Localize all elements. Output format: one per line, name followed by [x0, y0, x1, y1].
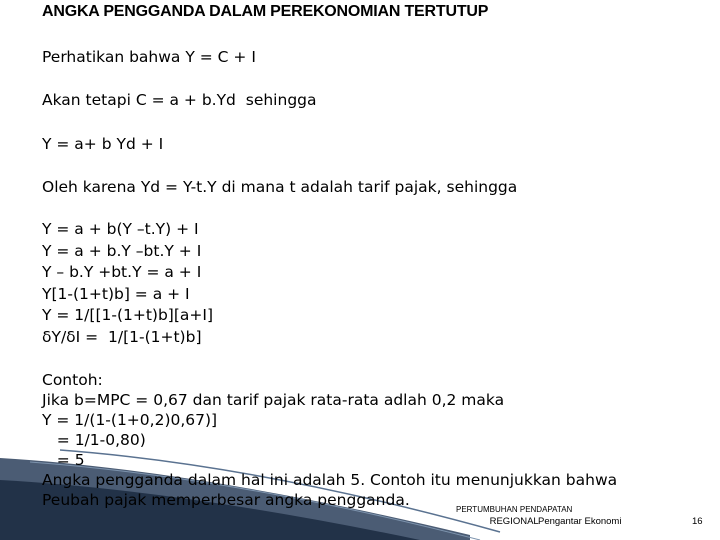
- footer-course: Pengantar Ekonomi: [538, 516, 622, 527]
- example-line: Peubah pajak memperbesar angka pengganda.: [42, 491, 410, 509]
- intro-line-1: Perhatikan bahwa Y = C + I: [42, 48, 256, 66]
- example-line: = 1/1-0,80): [42, 431, 146, 449]
- intro-line-2: Akan tetapi C = a + b.Yd sehingga: [42, 91, 317, 109]
- derivation-line: Y[1-(1+t)b] = a + I: [42, 284, 190, 303]
- intro-line-3: Y = a+ b Yd + I: [42, 135, 164, 153]
- example-line: Y = 1/(1-(1+0,2)0,67)]: [42, 411, 218, 429]
- page-number: 16: [692, 516, 703, 527]
- example-line: Angka pengganda dalam hal ini adalah 5. Contoh itu menunjukkan bahwa: [42, 471, 618, 489]
- derivation-line: Y = a + b(Y –t.Y) + I: [42, 220, 199, 238]
- intro-line-4: Oleh karena Yd = Y-t.Y di mana t adalah tarif pajak, sehingga: [42, 178, 518, 196]
- derivation-block: [42, 219, 213, 348]
- footer-tag-line-2: REGIONAL: [489, 516, 539, 527]
- derivation-line: Y = 1/[[1-(1+t)b][a+I]: [42, 306, 213, 324]
- derivation-line: Y = a + b.Y –bt.Y + I: [42, 241, 202, 260]
- derivation-line: Y – b.Y +bt.Y = a + I: [42, 263, 202, 281]
- example-block: [42, 370, 617, 510]
- example-line: = 5: [42, 451, 85, 469]
- derivation-line: δY/δI = 1/[1-(1+t)b]: [42, 327, 202, 346]
- slide-title: ANGKA PENGGANDA DALAM PEREKONOMIAN TERTUTUP: [42, 3, 489, 20]
- example-line: Jika b=MPC = 0,67 dan tarif pajak rata-rata adlah 0,2 maka: [42, 391, 505, 409]
- example-heading: Contoh:: [42, 371, 103, 389]
- footer-tag-line-1: PERTUMBUHAN PENDAPATAN: [456, 505, 573, 514]
